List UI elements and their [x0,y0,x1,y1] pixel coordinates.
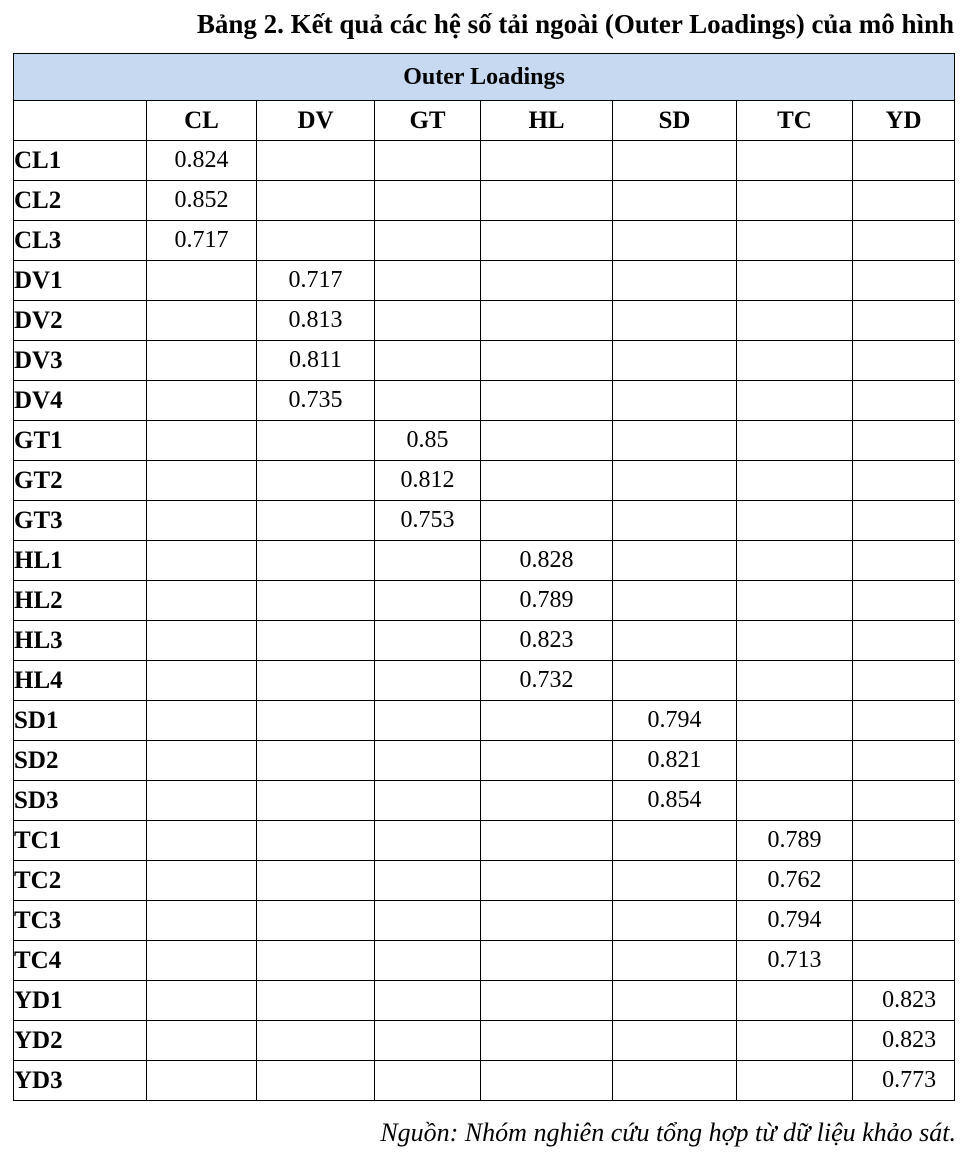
loading-cell: 0.823 [853,1021,955,1061]
loading-cell [147,781,257,821]
loading-cell [147,701,257,741]
table-title: Bảng 2. Kết quả các hệ số tải ngoài (Outer Loadings) của mô hình [196,9,954,39]
loading-cell [257,741,375,781]
loading-cell [481,301,613,341]
row-label: CL3 [14,221,147,261]
loading-cell [257,821,375,861]
banner-row [14,54,955,101]
loading-cell [613,461,737,501]
loading-cell [375,581,481,621]
loading-cell [613,301,737,341]
loading-cell [737,741,853,781]
row-label: SD2 [14,741,147,781]
loading-cell: 0.811 [257,341,375,381]
loading-cell [375,341,481,381]
loading-cell [853,381,955,421]
loading-cell [853,941,955,981]
row-label: DV3 [14,341,147,381]
loading-cell [613,981,737,1021]
loading-cell [481,501,613,541]
loading-cell [737,461,853,501]
loading-cell [853,581,955,621]
row-label: HL2 [14,581,147,621]
loading-cell: 0.794 [737,901,853,941]
loading-cell [375,301,481,341]
loading-cell [613,141,737,181]
table-banner: Outer Loadings [14,54,955,101]
loading-cell [613,261,737,301]
loading-cell [147,981,257,1021]
column-header-gt: GT [375,101,481,141]
loading-cell: 0.735 [257,381,375,421]
loading-cell [737,301,853,341]
source-note: Nguồn: Nhóm nghiên cứu tổng hợp từ dữ liệu khảo sát. [380,1118,956,1147]
loading-cell [257,421,375,461]
loading-cell [147,621,257,661]
loading-cell [147,461,257,501]
loading-cell [375,901,481,941]
row-label: SD1 [14,701,147,741]
loading-cell [257,581,375,621]
loading-cell: 0.773 [853,1061,955,1101]
table-row [14,261,955,301]
table-row [14,901,955,941]
loading-cell [147,901,257,941]
loading-cell [147,1021,257,1061]
loading-cell [737,341,853,381]
loading-cell [375,661,481,701]
loading-cell [613,901,737,941]
loading-cell [481,701,613,741]
loading-cell [257,221,375,261]
loading-cell [147,421,257,461]
loading-cell [853,621,955,661]
loading-cell [375,261,481,301]
loading-cell [481,1061,613,1101]
table-row [14,541,955,581]
row-label: SD3 [14,781,147,821]
loading-cell [375,1021,481,1061]
loading-cell [613,421,737,461]
loading-cell [481,981,613,1021]
loading-cell [853,181,955,221]
loading-cell [257,661,375,701]
loading-cell [737,141,853,181]
loading-cell [613,181,737,221]
loading-cell [375,181,481,221]
table-row [14,301,955,341]
loading-cell: 0.823 [481,621,613,661]
loading-cell [737,701,853,741]
loading-cell [257,1021,375,1061]
column-header-sd: SD [613,101,737,141]
column-header-tc: TC [737,101,853,141]
loading-cell [257,781,375,821]
loading-cell [375,941,481,981]
loading-cell [375,821,481,861]
row-label: TC3 [14,901,147,941]
loading-cell [147,821,257,861]
loading-cell [375,741,481,781]
loading-cell [481,341,613,381]
loading-cell [853,301,955,341]
loading-cell: 0.717 [257,261,375,301]
loading-cell [853,861,955,901]
loading-cell [853,421,955,461]
loading-cell [737,261,853,301]
loading-cell [853,541,955,581]
loading-cell [613,821,737,861]
loading-cell [147,541,257,581]
loading-cell [375,221,481,261]
loading-cell [375,541,481,581]
row-label: YD1 [14,981,147,1021]
loading-cell [481,221,613,261]
loading-cell [613,501,737,541]
table-row [14,181,955,221]
loading-cell [481,781,613,821]
corner-cell [14,101,147,141]
row-label: YD3 [14,1061,147,1101]
loading-cell [481,261,613,301]
loading-cell: 0.821 [613,741,737,781]
loading-cell [481,421,613,461]
column-header-row [14,101,955,141]
table-body [14,141,955,1101]
loading-cell: 0.85 [375,421,481,461]
loading-cell [147,341,257,381]
loading-cell [375,781,481,821]
loading-cell [737,501,853,541]
loading-cell [613,1061,737,1101]
loading-cell: 0.753 [375,501,481,541]
loading-cell [257,501,375,541]
loading-cell [375,981,481,1021]
loading-cell [257,901,375,941]
loading-cell [257,861,375,901]
table-row [14,501,955,541]
loading-cell [737,221,853,261]
loading-cell [375,141,481,181]
loading-cell [853,741,955,781]
column-header-cl: CL [147,101,257,141]
loading-cell [147,501,257,541]
loading-cell [737,421,853,461]
loading-cell [375,861,481,901]
row-label: GT3 [14,501,147,541]
loading-cell [613,221,737,261]
row-label: HL1 [14,541,147,581]
loading-cell [737,1021,853,1061]
loading-cell: 0.828 [481,541,613,581]
table-row [14,421,955,461]
row-label: CL1 [14,141,147,181]
loading-cell [613,341,737,381]
outer-loadings-table [13,53,955,1101]
loading-cell [737,661,853,701]
loading-cell [257,1061,375,1101]
loading-cell [853,261,955,301]
loading-cell [481,941,613,981]
loading-cell: 0.823 [853,981,955,1021]
loading-cell: 0.824 [147,141,257,181]
table-row [14,701,955,741]
table-row [14,141,955,181]
loading-cell [613,1021,737,1061]
column-header-yd: YD [853,101,955,141]
row-label: CL2 [14,181,147,221]
loading-cell [481,741,613,781]
loading-cell [613,941,737,981]
loading-cell [481,181,613,221]
loading-cell [853,461,955,501]
loading-cell: 0.852 [147,181,257,221]
loading-cell [481,901,613,941]
loading-cell [737,621,853,661]
loading-cell [147,1061,257,1101]
loading-cell [147,261,257,301]
loading-cell [147,741,257,781]
loading-cell [257,941,375,981]
loading-cell [147,581,257,621]
table-row [14,661,955,701]
row-label: DV1 [14,261,147,301]
loading-cell [257,541,375,581]
loading-cell [147,661,257,701]
loading-cell [147,301,257,341]
loading-cell: 0.794 [613,701,737,741]
loading-cell [375,701,481,741]
loading-cell [853,701,955,741]
row-label: TC1 [14,821,147,861]
loading-cell [257,181,375,221]
table-row [14,381,955,421]
table-row [14,941,955,981]
loading-cell [737,381,853,421]
row-label: TC4 [14,941,147,981]
loading-cell [147,941,257,981]
loading-cell [613,381,737,421]
loading-cell [481,821,613,861]
loading-cell [147,861,257,901]
row-label: HL4 [14,661,147,701]
table-row [14,821,955,861]
loading-cell [481,381,613,421]
loading-cell [613,661,737,701]
loading-cell: 0.762 [737,861,853,901]
loading-cell [481,861,613,901]
loading-cell: 0.732 [481,661,613,701]
loading-cell [853,501,955,541]
table-row [14,221,955,261]
loading-cell [737,981,853,1021]
row-label: YD2 [14,1021,147,1061]
loading-cell [147,381,257,421]
loading-cell [257,461,375,501]
loading-cell: 0.789 [481,581,613,621]
column-header-hl: HL [481,101,613,141]
table-row [14,621,955,661]
row-label: GT1 [14,421,147,461]
loading-cell: 0.717 [147,221,257,261]
loading-cell [481,1021,613,1061]
loading-cell [613,541,737,581]
row-label: HL3 [14,621,147,661]
table-row [14,461,955,501]
row-label: DV2 [14,301,147,341]
row-label: TC2 [14,861,147,901]
loading-cell [853,821,955,861]
table-row [14,861,955,901]
loading-cell [737,181,853,221]
loading-cell [481,461,613,501]
table-row [14,741,955,781]
table-row [14,981,955,1021]
row-label: DV4 [14,381,147,421]
loading-cell [257,701,375,741]
loading-cell: 0.713 [737,941,853,981]
loading-cell [853,221,955,261]
loading-cell [853,901,955,941]
loading-cell [853,141,955,181]
loading-cell: 0.854 [613,781,737,821]
loading-cell [375,1061,481,1101]
loading-cell [853,661,955,701]
column-header-dv: DV [257,101,375,141]
loading-cell [737,581,853,621]
table-row [14,781,955,821]
loading-cell [737,1061,853,1101]
row-label: GT2 [14,461,147,501]
loading-cell [375,621,481,661]
loading-cell [257,141,375,181]
loading-cell: 0.789 [737,821,853,861]
loading-cell [613,861,737,901]
loading-cell: 0.812 [375,461,481,501]
loading-cell [481,141,613,181]
loading-cell [257,621,375,661]
table-row [14,581,955,621]
table-row [14,1061,955,1101]
loading-cell [737,781,853,821]
loading-cell [853,781,955,821]
table-row [14,1021,955,1061]
table-row [14,341,955,381]
loading-cell [853,341,955,381]
loading-cell [613,621,737,661]
loading-cell: 0.813 [257,301,375,341]
loading-cell [613,581,737,621]
loading-cell [737,541,853,581]
loading-cell [257,981,375,1021]
loading-cell [375,381,481,421]
